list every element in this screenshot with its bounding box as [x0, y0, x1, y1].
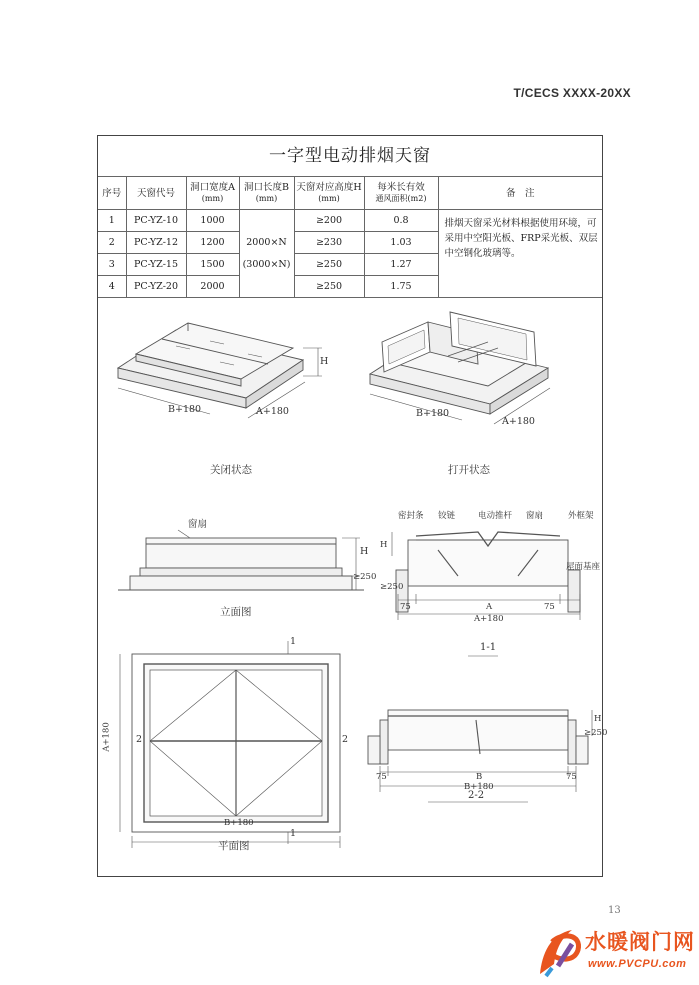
cell-width: 2000 — [186, 276, 239, 298]
watermark-url-text: www.PVCPU.com — [588, 958, 687, 970]
header-cell: 天窗代号 — [126, 177, 186, 210]
cell-area: 0.8 — [364, 210, 438, 232]
cell-code: PC-YZ-12 — [126, 232, 186, 254]
dim-h-section22: H — [594, 714, 602, 724]
elevation-caption: 立面图 — [220, 606, 252, 618]
cell-no: 3 — [98, 254, 126, 276]
dim-b180-section22: B+180 — [464, 782, 494, 792]
dim-75-right-section11: 75 — [544, 602, 555, 612]
cell-no: 1 — [98, 210, 126, 232]
dim-75-right-section22: 75 — [566, 772, 577, 782]
section-mark-1-top: 1 — [290, 636, 297, 647]
dim-a180-section11: A+180 — [474, 614, 504, 624]
dim-a180-closed: A+180 — [256, 406, 289, 417]
header-cell: 洞口宽度A (mm) — [186, 177, 239, 210]
header-cell: 每米长有效 通风面积(m2) — [364, 177, 438, 210]
section-2-2-caption: 2-2 — [468, 790, 485, 801]
section-mark-1-bottom: 1 — [290, 828, 297, 839]
closed-state-drawing — [118, 323, 322, 418]
watermark-logo — [530, 922, 699, 982]
header-cell: 序号 — [98, 177, 126, 210]
plan-caption: 平面图 — [218, 840, 250, 852]
pvcpu-logo-icon — [532, 924, 586, 980]
dim-h-elevation: H — [360, 546, 369, 557]
label-sash-elevation: 窗扇 — [188, 519, 208, 530]
cell-no: 2 — [98, 232, 126, 254]
dim-b180-closed: B+180 — [168, 404, 202, 415]
cell-area: 1.03 — [364, 232, 438, 254]
cell-length: 2000×N (3000×N) — [239, 210, 294, 298]
label-hinge: 铰链 — [438, 511, 456, 521]
section-mark-2-left: 2 — [136, 734, 143, 745]
cell-code: PC-YZ-15 — [126, 254, 186, 276]
open-state-drawing — [370, 312, 550, 424]
section-mark-2-right: 2 — [342, 734, 349, 745]
dim-b180-open: B+180 — [416, 408, 450, 419]
section-1-1-caption: 1-1 — [480, 642, 497, 653]
dim-a180-open: A+180 — [502, 416, 535, 427]
cell-width: 1200 — [186, 232, 239, 254]
label-seal: 密封条 — [398, 511, 424, 521]
label-sash-section: 窗扇 — [526, 511, 544, 521]
cell-width: 1000 — [186, 210, 239, 232]
dim-b180-plan: B+180 — [224, 818, 254, 828]
dim-250-section11: ≥250 — [380, 582, 404, 592]
drawing-frame — [97, 135, 608, 877]
dim-a-section11: A — [486, 602, 493, 612]
dim-h-closed: H — [320, 356, 329, 367]
cell-area: 1.75 — [364, 276, 438, 298]
cell-height: ≥250 — [294, 276, 364, 298]
dim-a180-plan: A+180 — [101, 722, 112, 752]
watermark-cn-text: 水暖阀门网 — [585, 930, 695, 954]
open-state-caption: 打开状态 — [448, 464, 490, 476]
cell-note: 排烟天窗采光材料根据使用环境，可采用中空阳光板、FRP采光板、双层中空钢化玻璃等。 — [438, 210, 602, 298]
plan-drawing — [120, 641, 340, 848]
header-cell: 洞口长度B (mm) — [239, 177, 294, 210]
dim-250-elevation: ≥250 — [353, 572, 377, 582]
dim-75-left-section11: 75 — [400, 602, 411, 612]
cell-height: ≥230 — [294, 232, 364, 254]
cell-code: PC-YZ-20 — [126, 276, 186, 298]
label-roof-base: 屋面基座 — [566, 562, 601, 572]
dim-h-section11: H — [380, 540, 388, 550]
cell-height: ≥200 — [294, 210, 364, 232]
label-outer-frame: 外框架 — [568, 511, 594, 521]
cell-no: 4 — [98, 276, 126, 298]
page-title: 一字型电动排烟天窗 — [98, 136, 602, 177]
header-cell: 备 注 — [438, 177, 602, 210]
dim-75-left-section22: 75 — [376, 772, 387, 782]
label-actuator: 电动推杆 — [478, 511, 513, 521]
dim-b-section22: B — [476, 772, 483, 782]
technical-drawings — [98, 136, 604, 878]
cell-code: PC-YZ-10 — [126, 210, 186, 232]
elevation-drawing — [118, 530, 364, 590]
cell-width: 1500 — [186, 254, 239, 276]
closed-state-caption: 关闭状态 — [210, 464, 252, 476]
cell-area: 1.27 — [364, 254, 438, 276]
standard-code: T/CECS XXXX-20XX — [513, 86, 631, 100]
cell-height: ≥250 — [294, 254, 364, 276]
dim-250-section22: ≥250 — [584, 728, 608, 738]
page-number: 13 — [608, 905, 621, 916]
header-cell: 天窗对应高度H (mm) — [294, 177, 364, 210]
